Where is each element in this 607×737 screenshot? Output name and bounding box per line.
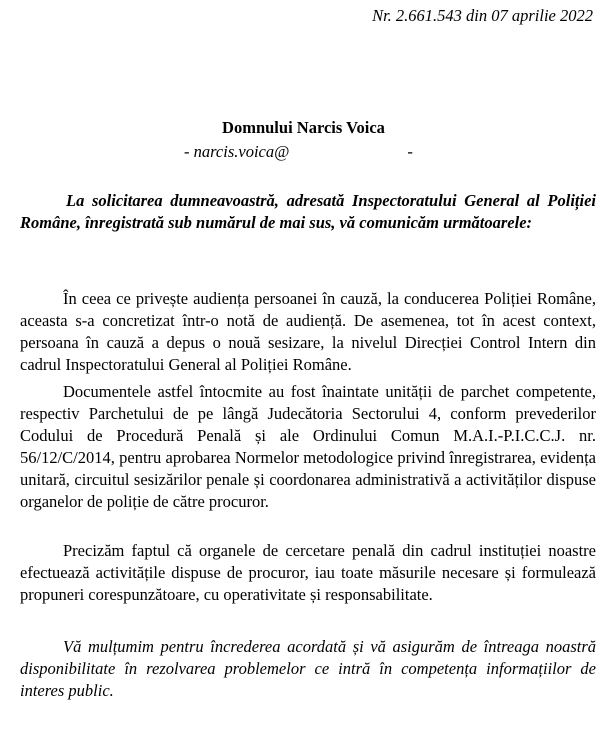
reference-number: Nr. 2.661.543 din 07 aprilie 2022 <box>372 6 593 25</box>
body-paragraph-2: Documentele astfel întocmite au fost înaintate unității de parchet competente, respectiv Parchetului de pe lângă Judecătoria Sectorului 4, conform prevederilor Codului de Procedură Penală și ale Ordinului Comun M.A.I.-P.I.C.C.J. nr. 56/12/C/2014, pentru aprobarea Normelor metodologice privind înregistrarea, evidența unitară, circuitul sesizărilor penale și coordonarea administrativă a activităților dispuse organelor de poliție de către procuror. <box>20 382 596 511</box>
addressee-name: Domnului Narcis Voica <box>222 118 385 137</box>
body-paragraph-1: În ceea ce privește audiența persoanei în cauză, la conducerea Poliției Române, aceasta s-a concretizat într-o notă de audiență. De asemenea, tot în acest context, persoana în cauză a depus o nouă sesizare, la nivelul Direcției Control Intern din cadrul Inspectoratului General al Poliției Române. <box>20 289 596 374</box>
intro-paragraph: La solicitarea dumneavoastră, adresată Inspectoratului General al Poliției Române, înregistrată sub numărul de mai sus, vă comunicăm următoarele: <box>20 191 596 232</box>
email-visible-part: narcis.voica@ <box>193 142 290 161</box>
email-suffix: - <box>407 142 413 161</box>
addressee-email <box>184 142 413 162</box>
email-prefix: - <box>184 142 194 161</box>
closing-paragraph: Vă mulțumim pentru încrederea acordată și vă asigurăm de întreaga noastră disponibilitate în rezolvarea problemelor ce intră în competența informațiilor de interes public. <box>20 637 596 700</box>
body-paragraph-3: Precizăm faptul că organele de cercetare penală din cadrul instituției noastre efectuează activitățile dispuse de procuror, iau toate măsurile necesare și formulează propuneri corespunzătoare, cu operativitate și responsabilitate. <box>20 541 596 604</box>
